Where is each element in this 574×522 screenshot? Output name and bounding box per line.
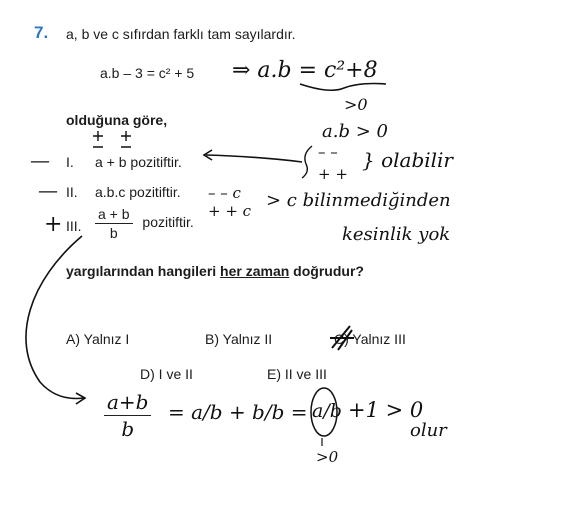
option-d-letter: D) [140,366,155,382]
option-e-letter: E) [267,366,281,382]
prompt-after: doğrudur? [289,263,364,279]
hand-bilinmediginden: > c bilinmediğinden [266,190,451,211]
hand-signs-4: + + c [208,202,252,220]
option-c-letter: C) [334,331,349,347]
hand-gt-zero-1: >0 [344,95,368,114]
option-a-letter: A) [66,331,80,347]
hand-work-denominator: b [121,417,135,441]
hand-signs-1: – – [318,143,338,161]
statement-1-roman: I. [66,154,74,170]
hand-ab-gt-zero: a.b > 0 [322,121,388,142]
hand-work-middle: = a/b + b/b = [168,400,308,424]
hand-olabilir: } olabilir [362,148,453,172]
hand-kesinlik-yok: kesinlik yok [342,224,451,245]
statement-3-suffix: pozitiftir. [142,214,194,231]
question-number: 7. [34,23,49,42]
prompt-underlined: her zaman [220,263,290,279]
option-d-text: I ve II [158,366,193,382]
option-b-text: Yalnız II [222,331,273,347]
hand-work-circled: a/b [312,400,342,422]
given-equation: a.b – 3 = c² + 5 [100,65,195,81]
option-a-text: Yalnız I [83,331,130,347]
statement-3-roman: III. [66,218,82,234]
statement-3-numerator: a + b [95,206,133,224]
condition-text: olduğuna göre, [66,112,168,128]
hand-mark-2: — [38,178,58,202]
curved-arrow-to-work [26,236,84,398]
bracket-before-signs [302,146,312,178]
hand-signs-3: – – c [208,184,241,202]
statement-1-suffix: pozitiftir. [126,154,182,170]
hand-olur: olur [410,420,447,441]
hand-work-numerator: a+b [104,390,151,416]
hand-work-end: +1 > 0 [348,398,424,422]
question-intro: a, b ve c sıfırdan farklı tam sayılardır. [66,26,296,42]
hand-equation-rhs: ⇒ a.b = c²+8 [232,58,378,83]
option-c-text: Yalnız III [352,331,406,347]
hand-signs-2: + + [318,165,348,183]
option-c-cross-out [330,326,354,350]
hand-gt-zero-2: >0 [316,448,339,466]
hand-mark-3: + [44,212,63,237]
prompt-before: yargılarından hangileri [66,263,221,279]
circle-around-a-over-b [311,388,337,436]
brace-under-c2-plus-8 [300,84,386,91]
sign-marks-statement-1 [93,131,131,147]
option-b-letter: B) [205,331,219,347]
statement-2-roman: II. [66,184,78,200]
statement-3-denominator: b [109,225,118,241]
arrow-to-statement-1 [206,155,302,162]
option-e-text: II ve III [284,366,327,382]
statement-2: a.b.c pozitiftir. [95,184,181,200]
statement-1-expression: a + b [95,154,127,170]
hand-mark-1: — [30,148,50,172]
